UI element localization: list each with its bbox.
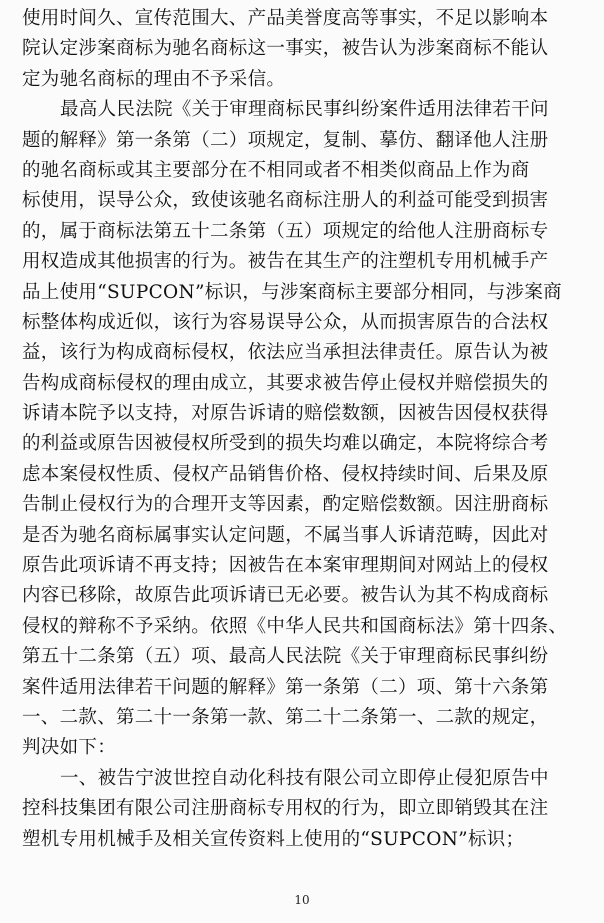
- text-line: 定为驰名商标的理由不予采信。: [22, 68, 286, 90]
- text-line: 题的解释》第一条第（二）项规定，复制、摹仿、翻译他人注册: [22, 129, 549, 151]
- text-line: 告制止侵权行为的合理开支等因素，酌定赔偿数额。因注册商标: [22, 494, 549, 516]
- text-line: 最高人民法院《关于审理商标民事纠纷案件适用法律若干问: [60, 99, 549, 121]
- text-line: 诉请本院予以支持，对原告诉请的赔偿数额，因被告因侵权获得: [22, 403, 549, 425]
- text-line: 益，该行为构成商标侵权，依法应当承担法律责任。原告认为被: [22, 342, 549, 364]
- text-line: 判决如下：: [22, 737, 117, 759]
- text-line: 第五十二条第（五）项、最高人民法院《关于审理商标民事纠纷: [22, 646, 549, 668]
- text-line: 内容已移除，故原告此项诉请已无必要。被告认为其不构成商标: [22, 585, 549, 607]
- text-line: 侵权的辩称不予采纳。依照《中华人民共和国商标法》第十四条、: [22, 615, 568, 637]
- text-line: 案件适用法律若干问题的解释》第一条第（二）项、第十六条第: [22, 676, 549, 698]
- text-line: 标整体构成近似，该行为容易误导公众，从而损害原告的合法权: [22, 311, 549, 333]
- text-line: 使用时间久、宣传范围大、产品美誉度高等事实，不足以影响本: [22, 8, 549, 29]
- text-line: 原告此项诉请不再支持；因被告在本案审理期间对网站上的侵权: [22, 555, 549, 577]
- text-line: 的，属于商标法第五十二条第（五）项规定的给他人注册商标专: [22, 220, 549, 242]
- text-line: 院认定涉案商标为驰名商标这一事实，被告认为涉案商标不能认: [22, 38, 549, 60]
- text-line: 控科技集团有限公司注册商标专用权的行为，即立即销毁其在注: [22, 798, 549, 820]
- text-line: 用权造成其他损害的行为。被告在其生产的注塑机专用机械手产: [22, 251, 549, 273]
- page-number: 10: [294, 893, 310, 907]
- text-line: 的驰名商标或其主要部分在不相同或者不相类似商品上作为商: [22, 159, 530, 181]
- text-line: 是否为驰名商标属事实认定问题，不属当事人诉请范畴，因此对: [22, 524, 549, 546]
- document-body: [22, 4, 584, 855]
- text-line: 虑本案侵权性质、侵权产品销售价格、侵权持续时间、后果及原: [22, 463, 549, 485]
- text-line: 的利益或原告因被侵权所受到的损失均难以确定，本院将综合考: [22, 433, 549, 455]
- text-line: 品上使用“SUPCON”标识，与涉案商标主要部分相同，与涉案商: [22, 281, 562, 303]
- text-line: 一、被告宁波世控自动化科技有限公司立即停止侵犯原告中: [60, 767, 549, 789]
- text-line: 标使用，误导公众，致使该驰名商标注册人的利益可能受到损害: [22, 190, 549, 212]
- text-line: 告构成商标侵权的理由成立，其要求被告停止侵权并赔偿损失的: [22, 372, 549, 394]
- text-line: 塑机专用机械手及相关宣传资料上使用的“SUPCON”标识；: [22, 828, 525, 850]
- text-line: 一、二款、第二十一条第一款、第二十二条第一、二款的规定，: [22, 706, 549, 728]
